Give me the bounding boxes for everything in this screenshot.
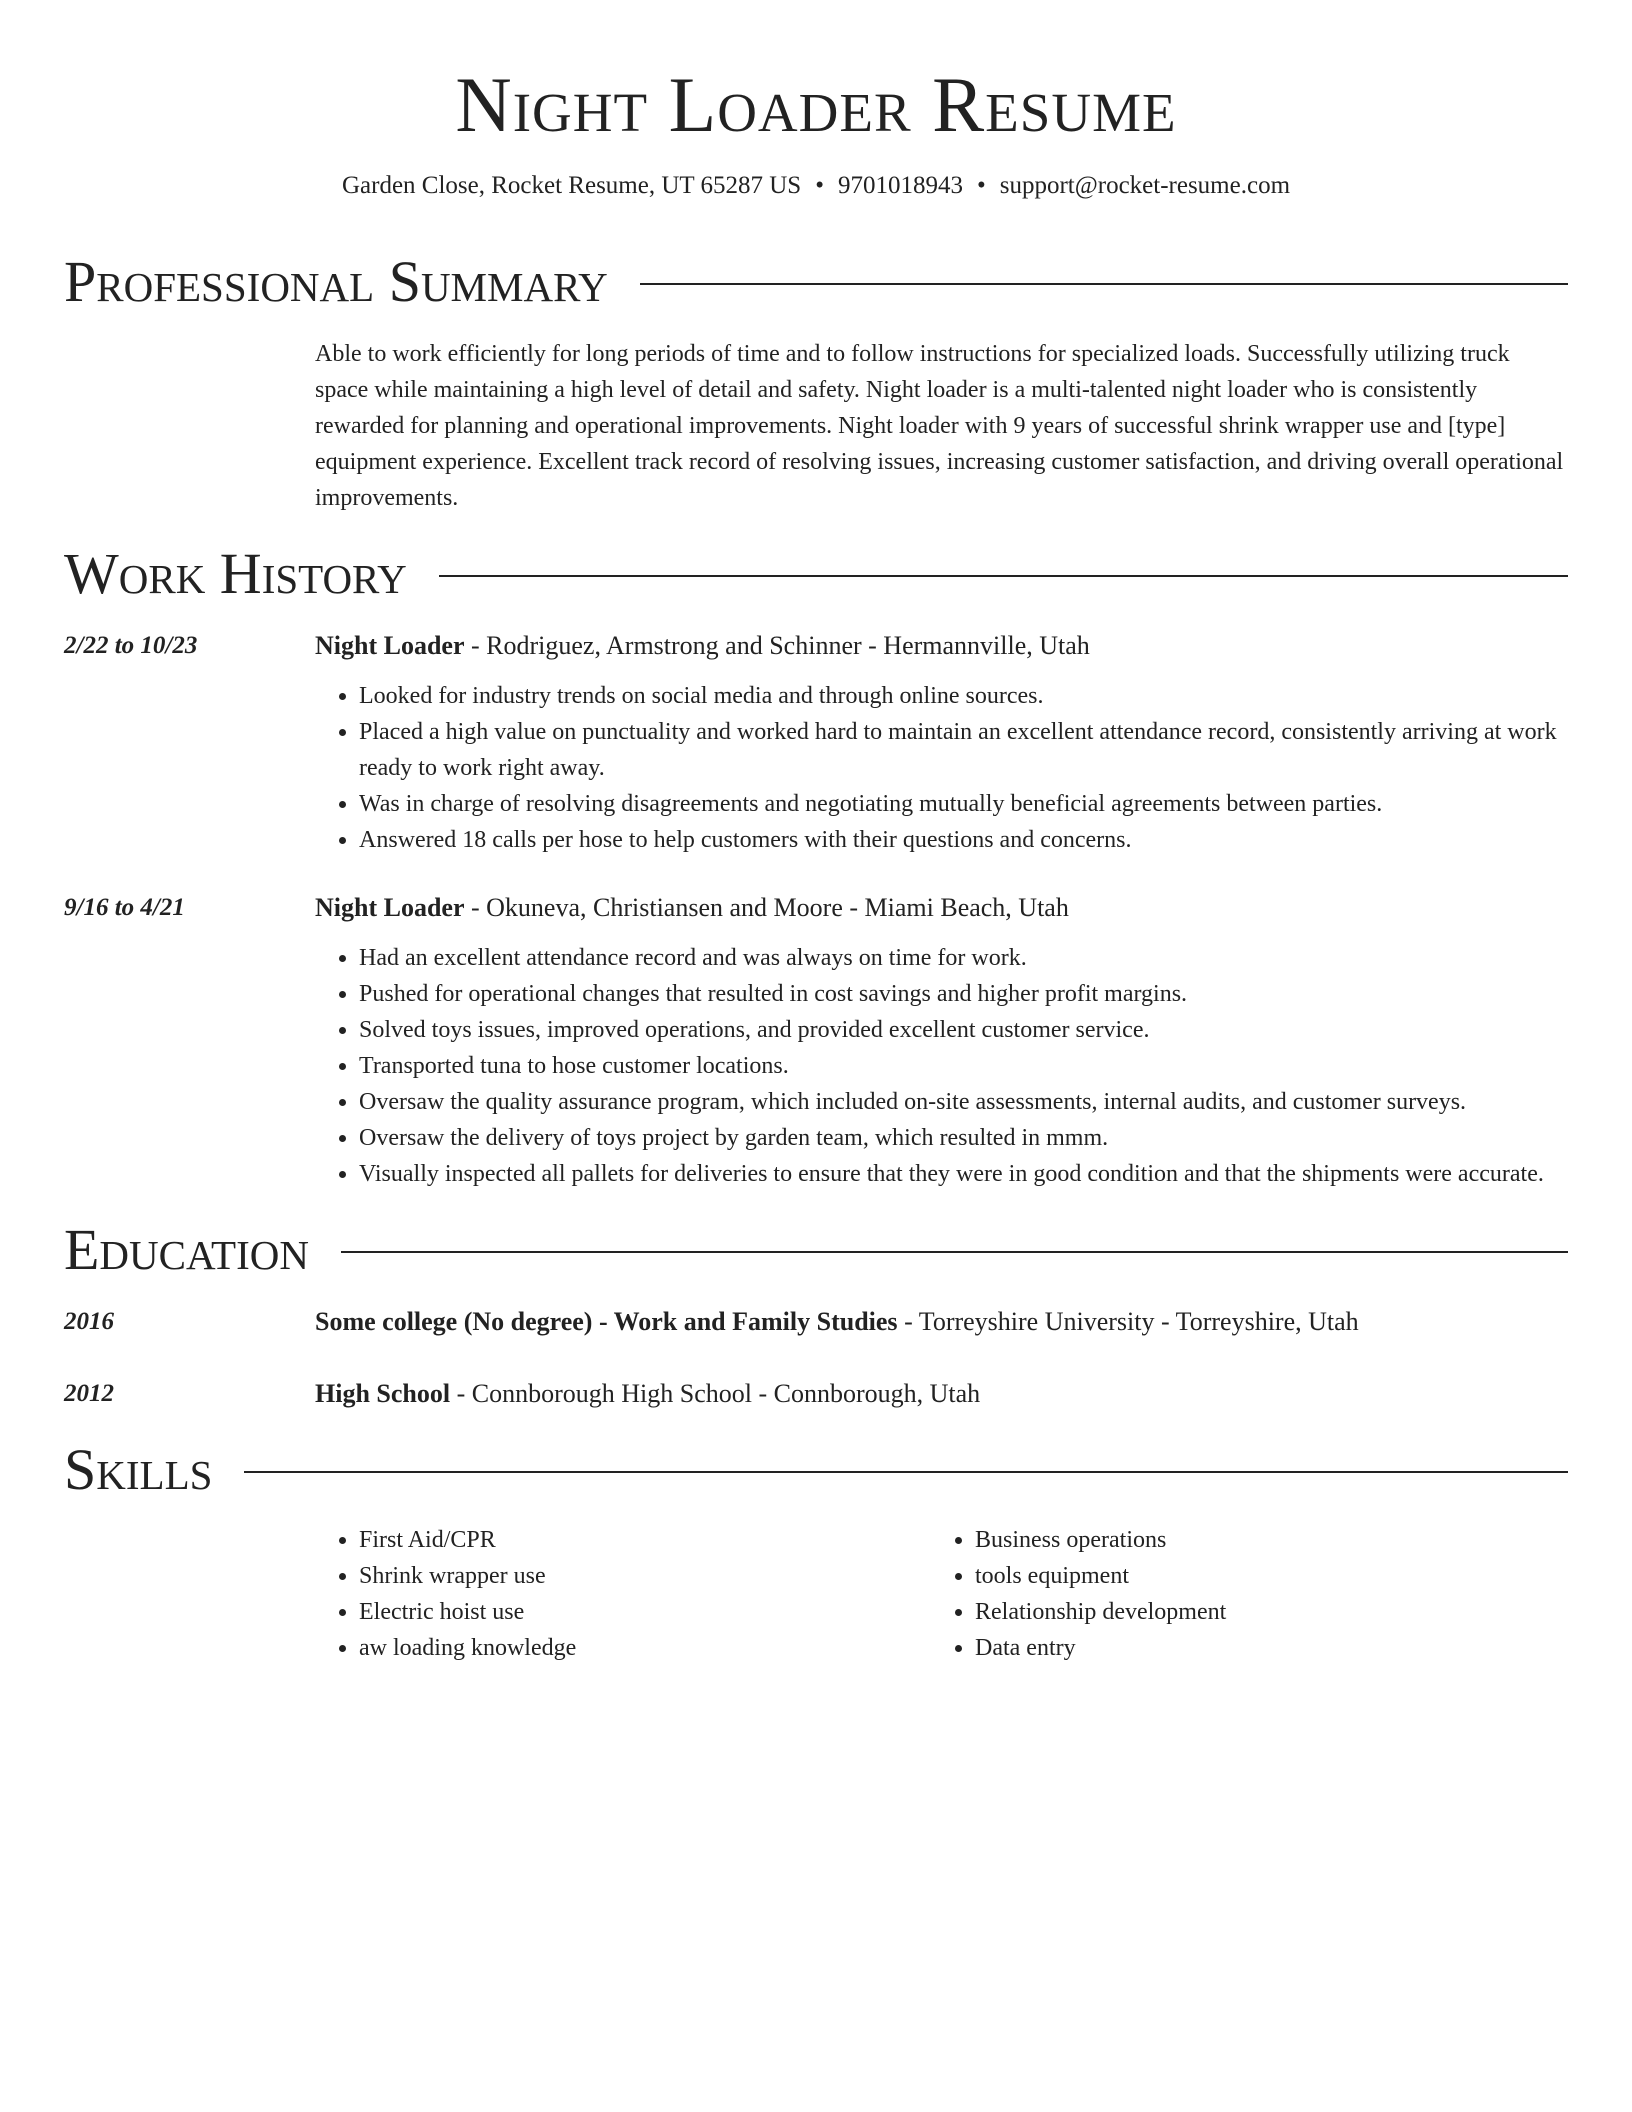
list-item: • Answered 18 calls per hose to help customers with their questions and concerns. — [359, 822, 1568, 858]
job-bullets — [315, 678, 1568, 858]
list-item: • Solved toys issues, improved operations, and provided excellent customer service. — [359, 1012, 1568, 1048]
contact-address: Garden Close, Rocket Resume, UT 65287 US — [341, 172, 802, 199]
job-entry — [64, 890, 1568, 1192]
job-details: - Rodriguez, Armstrong and Schinner - Hermannville, Utah — [464, 631, 1090, 660]
resume-page — [64, 0, 1568, 1666]
skill-item: • aw loading knowledge — [359, 1630, 931, 1666]
section-divider — [640, 283, 1568, 285]
list-item: • Visually inspected all pallets for deliveries to ensure that they were in good condition and that the shipments were accurate. — [359, 1156, 1568, 1192]
job-title: Night Loader — [315, 893, 465, 922]
education-line — [315, 1376, 1568, 1412]
skill-item: • First Aid/CPR — [359, 1522, 931, 1558]
section-header-work — [64, 542, 1568, 606]
list-item: • Oversaw the quality assurance program, which included on-site assessments, internal audits, and customer surveys. — [359, 1084, 1568, 1120]
skill-item: • Electric hoist use — [359, 1594, 931, 1630]
section-divider — [439, 575, 1568, 577]
list-item: • Looked for industry trends on social media and through online sources. — [359, 678, 1568, 714]
contact-separator: • — [815, 172, 824, 199]
education-details: - Connborough High School - Connborough, Utah — [450, 1379, 981, 1408]
section-header-summary — [64, 250, 1568, 314]
job-heading — [315, 628, 1568, 664]
list-item: • Oversaw the delivery of toys project by garden team, which resulted in mmm. — [359, 1120, 1568, 1156]
list-item: • Pushed for operational changes that resulted in cost savings and higher profit margins. — [359, 976, 1568, 1012]
section-header-education — [64, 1218, 1568, 1282]
list-item: • Had an excellent attendance record and was always on time for work. — [359, 940, 1568, 976]
summary-text: Able to work efficiently for long periods of time and to follow instructions for specialized loads. Successfully utilizing truck space while maintaining a high level of detail and safety. Night loader is a multi-talented night loader who is consistently rewarded for planning and operational improvements. Night loader with 9 years of successful shrink wrapper use and [type] equipment experience. Excellent track record of resolving issues, increasing customer satisfaction, and driving overall operational improvements. — [315, 341, 1564, 511]
skills-spacer — [64, 1522, 315, 1666]
education-year: 2016 — [64, 1308, 114, 1335]
job-dates: 9/16 to 4/21 — [64, 894, 185, 921]
skills-list-right — [931, 1522, 1547, 1666]
section-title-skills: Skills — [64, 1437, 213, 1502]
job-dates: 2/22 to 10/23 — [64, 632, 198, 659]
job-body — [315, 628, 1568, 858]
contact-email: support@rocket-resume.com — [999, 172, 1291, 199]
education-entry — [64, 1376, 1568, 1412]
education-degree: High School — [315, 1379, 451, 1408]
skill-item: • Shrink wrapper use — [359, 1558, 931, 1594]
education-details: - Torreyshire University - Torreyshire, Utah — [897, 1307, 1359, 1336]
section-header-skills — [64, 1438, 1568, 1502]
skill-item: • tools equipment — [975, 1558, 1547, 1594]
skill-item: • Data entry — [975, 1630, 1547, 1666]
job-body — [315, 890, 1568, 1192]
job-bullets — [315, 940, 1568, 1192]
list-item: • Was in charge of resolving disagreements and negotiating mutually beneficial agreements between parties. — [359, 786, 1568, 822]
list-item: • Transported tuna to hose customer locations. — [359, 1048, 1568, 1084]
job-heading — [315, 890, 1568, 926]
section-divider — [244, 1471, 1568, 1473]
education-year: 2012 — [64, 1380, 114, 1407]
education-line — [315, 1304, 1568, 1340]
job-title: Night Loader — [315, 631, 465, 660]
contact-line — [64, 170, 1568, 202]
contact-phone: 9701018943 — [837, 172, 963, 199]
section-title-work: Work History — [64, 541, 407, 606]
summary-row — [64, 336, 1568, 516]
list-item: • Placed a high value on punctuality and worked hard to maintain an excellent attendance record, consistently arriving at work ready to work right away. — [359, 714, 1568, 786]
skills-columns — [315, 1522, 1568, 1666]
skills-list-left — [315, 1522, 931, 1666]
education-entry — [64, 1304, 1568, 1340]
section-divider — [341, 1251, 1568, 1253]
education-degree: Some college (No degree) - Work and Family Studies — [315, 1307, 898, 1336]
contact-separator: • — [976, 172, 986, 199]
job-details: - Okuneva, Christiansen and Moore - Miami Beach, Utah — [464, 893, 1069, 922]
skills-row — [64, 1522, 1568, 1666]
section-title-education: Education — [64, 1217, 309, 1282]
job-entry — [64, 628, 1568, 858]
summary-spacer — [64, 336, 315, 516]
resume-name: Night Loader Resume — [455, 61, 1177, 148]
skill-item: • Business operations — [975, 1522, 1547, 1558]
skill-item: • Relationship development — [975, 1594, 1547, 1630]
section-title-summary: Professional Summary — [64, 249, 608, 314]
